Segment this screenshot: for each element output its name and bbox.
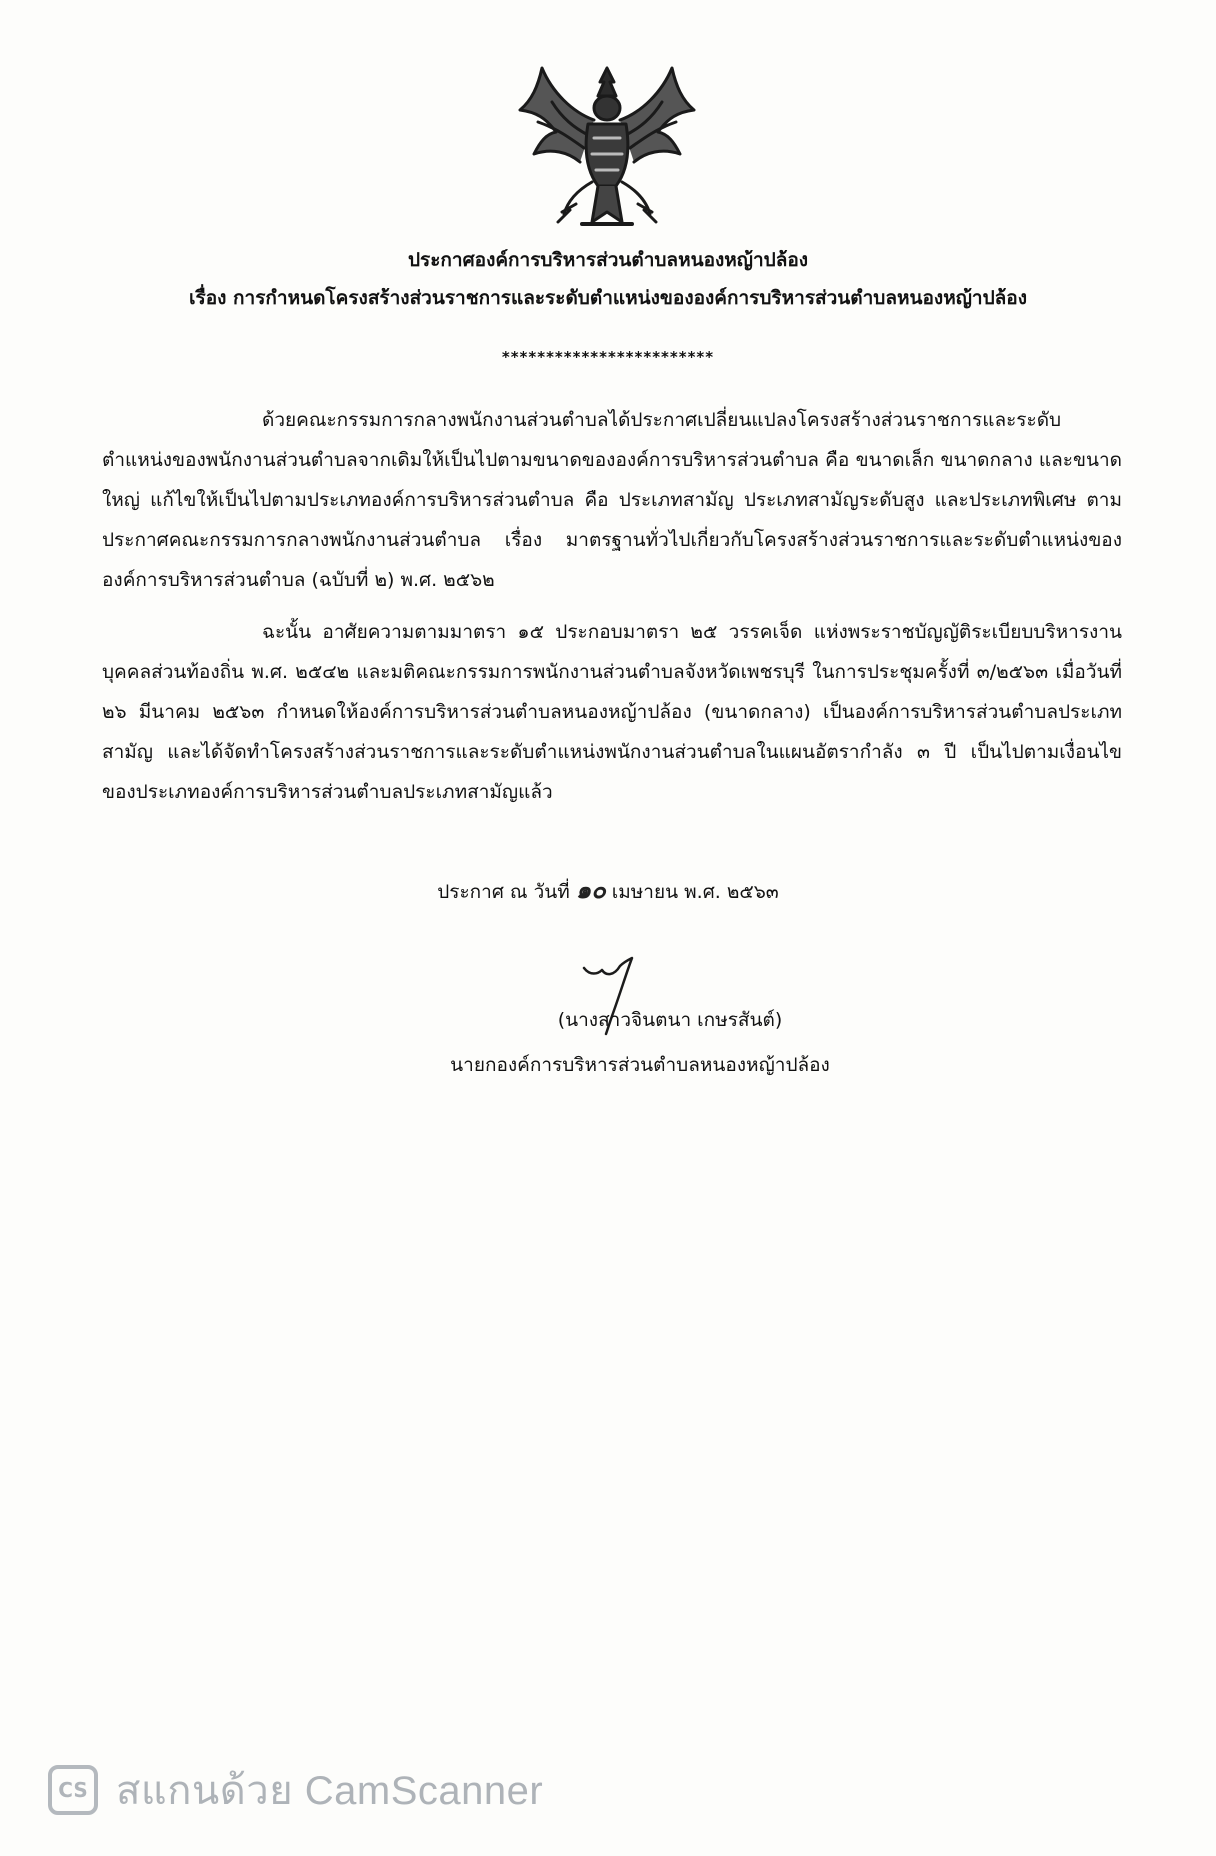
- announcement-month-year: เมษายน พ.ศ. ๒๕๖๓: [611, 881, 779, 903]
- body-paragraph-1: ด้วยคณะกรรมการกลางพนักงานส่วนตำบลได้ประกาศเปลี่ยนแปลงโครงสร้างส่วนราชการและระดับตำแหน่งของพนักงานส่วนตำบลจากเดิมให้เป็นไปตามขนาดขององค์การบริหารส่วนตำบล คือ ขนาดเล็ก ขนาดกลาง และขนาดใหญ่ แก้ไขให้เป็นไปตามประเภทองค์การบริหารส่วนตำบล คือ ประเภทสามัญ ประเภทสามัญระดับสูง และประเภทพิเศษ ตามประกาศคณะกรรมการกลางพนักงานส่วนตำบล เรื่อง มาตรฐานทั่วไปเกี่ยวกับโครงสร้างส่วนราชการและระดับตำแหน่งขององค์การบริหารส่วนตำบล (ฉบับที่ ๒) พ.ศ. ๒๕๖๒: [102, 409, 1122, 591]
- watermark-text: สแกนด้วย CamScanner: [116, 1769, 544, 1813]
- document-subject-heading: เรื่อง การกำหนดโครงสร้างส่วนราชการและระดับตำแหน่งขององค์การบริหารส่วนตำบลหนองหญ้าปล้อง: [189, 287, 1027, 309]
- body-paragraph-2: ฉะนั้น อาศัยความตามมาตรา ๑๕ ประกอบมาตรา ๒๕ วรรคเจ็ด แห่งพระราชบัญญัติระเบียบบริหารงานบุคคลส่วนท้องถิ่น พ.ศ. ๒๕๔๒ และมติคณะกรรมการพนักงานส่วนตำบลจังหวัดเพชรบุรี ในการประชุมครั้งที่ ๓/๒๕๖๓ เมื่อวันที่ ๒๖ มีนาคม ๒๕๖๓ กำหนดให้องค์การบริหารส่วนตำบลหนองหญ้าปล้อง (ขนาดกลาง) เป็นองค์การบริหารส่วนตำบลประเภทสามัญ และได้จัดทำโครงสร้างส่วนราชการและระดับตำแหน่งพนักงานส่วนตำบลในแผนอัตรากำลัง ๓ ปี เป็นไปตามเงื่อนไขของประเภทองค์การบริหารส่วนตำบลประเภทสามัญแล้ว: [102, 621, 1122, 803]
- camscanner-logo-icon: CS: [48, 1765, 98, 1815]
- document-org-heading: ประกาศองค์การบริหารส่วนตำบลหนองหญ้าปล้อง: [407, 249, 809, 271]
- announcement-prefix: ประกาศ ณ วันที่: [437, 881, 570, 903]
- separator-line: ************************: [501, 348, 715, 366]
- signer-title: นายกองค์การบริหารส่วนตำบลหนองหญ้าปล้อง: [450, 1054, 830, 1076]
- garuda-emblem-icon: [512, 62, 702, 234]
- announcement-day: ๑๐: [575, 875, 606, 904]
- camscanner-watermark: [48, 1762, 543, 1818]
- announcement-date: [0, 872, 1216, 910]
- signer-name: (นางสาวจินตนา เกษรสันต์): [557, 1009, 783, 1031]
